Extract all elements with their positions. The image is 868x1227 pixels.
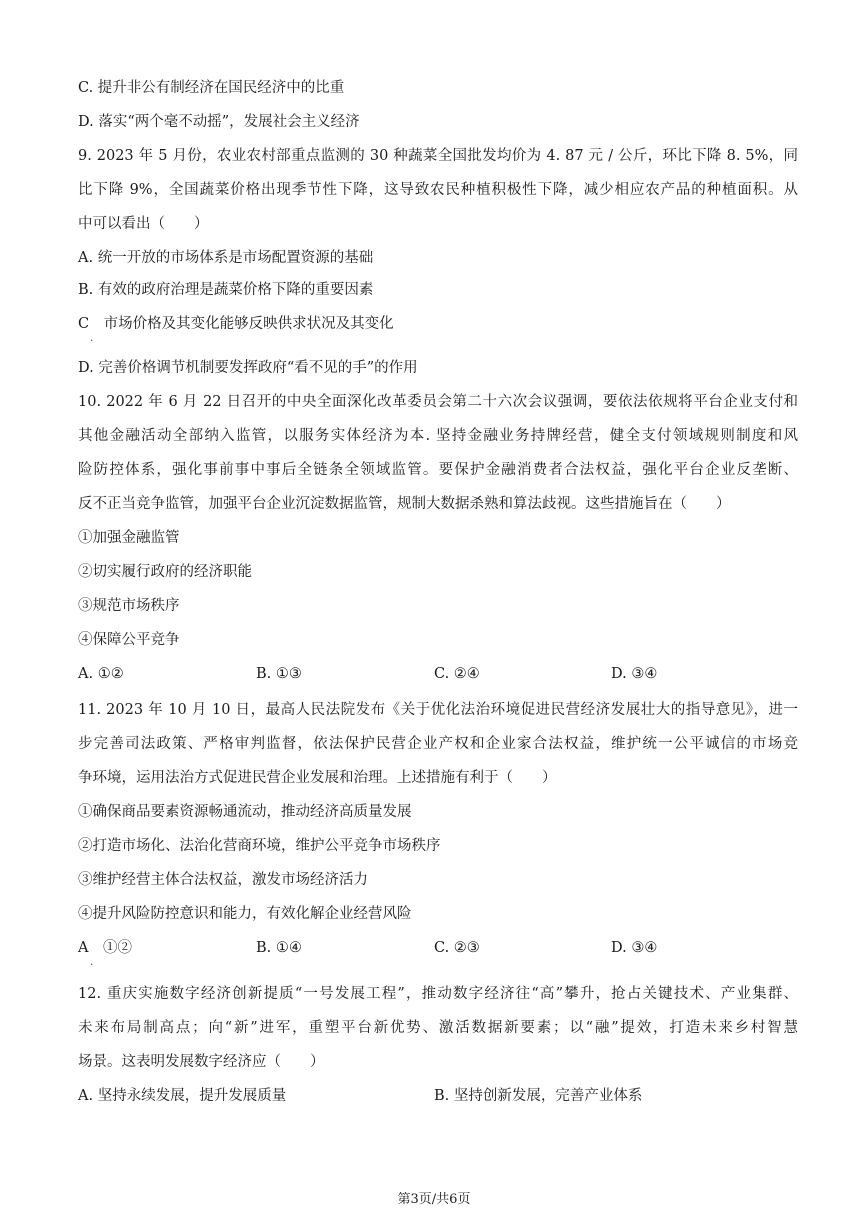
q11-item-2: ②打造市场化、法治化营商环境，维护公平竞争市场秩序 xyxy=(78,838,441,854)
q10-option-c: C. ②④ xyxy=(434,666,480,682)
q12-stem-line-2: 未来布局制高点；向“新”进军，重塑平台新优势、激活数据新要素；以“融”提效，打造未来乡村智慧 xyxy=(78,1020,798,1036)
q11-item-1: ①确保商品要素资源畅通流动，推动经济高质量发展 xyxy=(78,804,412,820)
q11-item-4: ④提升风险防控意识和能力，有效化解企业经营风险 xyxy=(78,906,412,922)
q12-option-a: A. 坚持永续发展，提升发展质量 xyxy=(78,1088,287,1104)
q8-option-d: D. 落实“两个毫不动摇”，发展社会主义经济 xyxy=(78,114,360,130)
q11-item-3: ③维护经营主体合法权益，激发市场经济活力 xyxy=(78,872,368,888)
q11-option-b: B. ①④ xyxy=(256,940,302,956)
q11-option-a: A ①② xyxy=(78,940,132,956)
q10-option-b: B. ①③ xyxy=(256,666,302,682)
q9-option-c: C 市场价格及其变化能够反映供求状况及其变化 xyxy=(78,316,394,332)
q10-stem-line-1: 10. 2022 年 6 月 22 日召开的中央全面深化改革委员会第二十六次会议强调，要依法依规将平台企业支付和 xyxy=(78,394,798,410)
q10-item-2: ②切实履行政府的经济职能 xyxy=(78,564,252,580)
q10-stem-line-3: 险防控体系，强化事前事中事后全链条全领域监管。要保护金融消费者合法权益，强化平台企业反垄断、 xyxy=(78,462,798,478)
q12-stem-line-1: 12. 重庆实施数字经济创新提质“一号发展工程”，推动数字经济往“高”攀升，抢占关键技术、产业集群、 xyxy=(78,986,798,1002)
q12-stem-line-3: 场景。这表明发展数字经济应（ ） xyxy=(78,1054,325,1070)
q11-option-d: D. ③④ xyxy=(611,940,658,956)
q9-stem-line-3: 中可以看出（ ） xyxy=(78,216,209,232)
page-number-footer: 第3页/共6页 xyxy=(397,1192,471,1207)
q11-stem-line-3: 争环境，运用法治方式促进民营企业发展和治理。上述措施有利于（ ） xyxy=(78,770,557,786)
q9-stem-line-1: 9. 2023 年 5 月份，农业农村部重点监测的 30 种蔬菜全国批发均价为 4. 87 元 / 公斤，环比下降 8. 5%，同 xyxy=(78,148,798,164)
q9-option-d: D. 完善价格调节机制要发挥政府“看不见的手”的作用 xyxy=(78,360,418,376)
q11-stem-line-1: 11. 2023 年 10 月 10 日，最高人民法院发布《关于优化法治环境促进民营经济发展壮大的指导意见》，进一 xyxy=(78,702,798,718)
q9-option-a: A. 统一开放的市场体系是市场配置资源的基础 xyxy=(78,250,374,266)
q11-stem-line-2: 步完善司法政策、严格审判监督，依法保护民营企业产权和企业家合法权益，维护统一公平诚信的市场竞 xyxy=(78,736,798,752)
q11-option-a-dot: . xyxy=(90,957,94,968)
q10-option-d: D. ③④ xyxy=(611,666,658,682)
q9-option-c-dot: . xyxy=(90,333,94,344)
q11-option-c: C. ②③ xyxy=(434,940,480,956)
q10-stem-line-2: 其他金融活动全部纳入监管，以服务实体经济为本. 坚持金融业务持牌经营，健全支付领域规则制度和风 xyxy=(78,428,798,444)
q10-item-3: ③规范市场秩序 xyxy=(78,598,180,614)
q10-stem-line-4: 反不正当竞争监管，加强平台企业沉淀数据监管，规制大数据杀熟和算法歧视。这些措施旨在（ ） xyxy=(78,496,731,512)
q8-option-c: C. 提升非公有制经济在国民经济中的比重 xyxy=(78,80,345,96)
q10-item-4: ④保障公平竞争 xyxy=(78,632,180,648)
q9-stem-line-2: 比下降 9%，全国蔬菜价格出现季节性下降，这导致农民种植积极性下降，减少相应农产品的种植面积。从 xyxy=(78,182,798,198)
q9-option-b: B. 有效的政府治理是蔬菜价格下降的重要因素 xyxy=(78,282,374,298)
q12-option-b: B. 坚持创新发展，完善产业体系 xyxy=(434,1088,643,1104)
q10-item-1: ①加强金融监管 xyxy=(78,530,180,546)
q10-option-a: A. ①② xyxy=(78,666,124,682)
